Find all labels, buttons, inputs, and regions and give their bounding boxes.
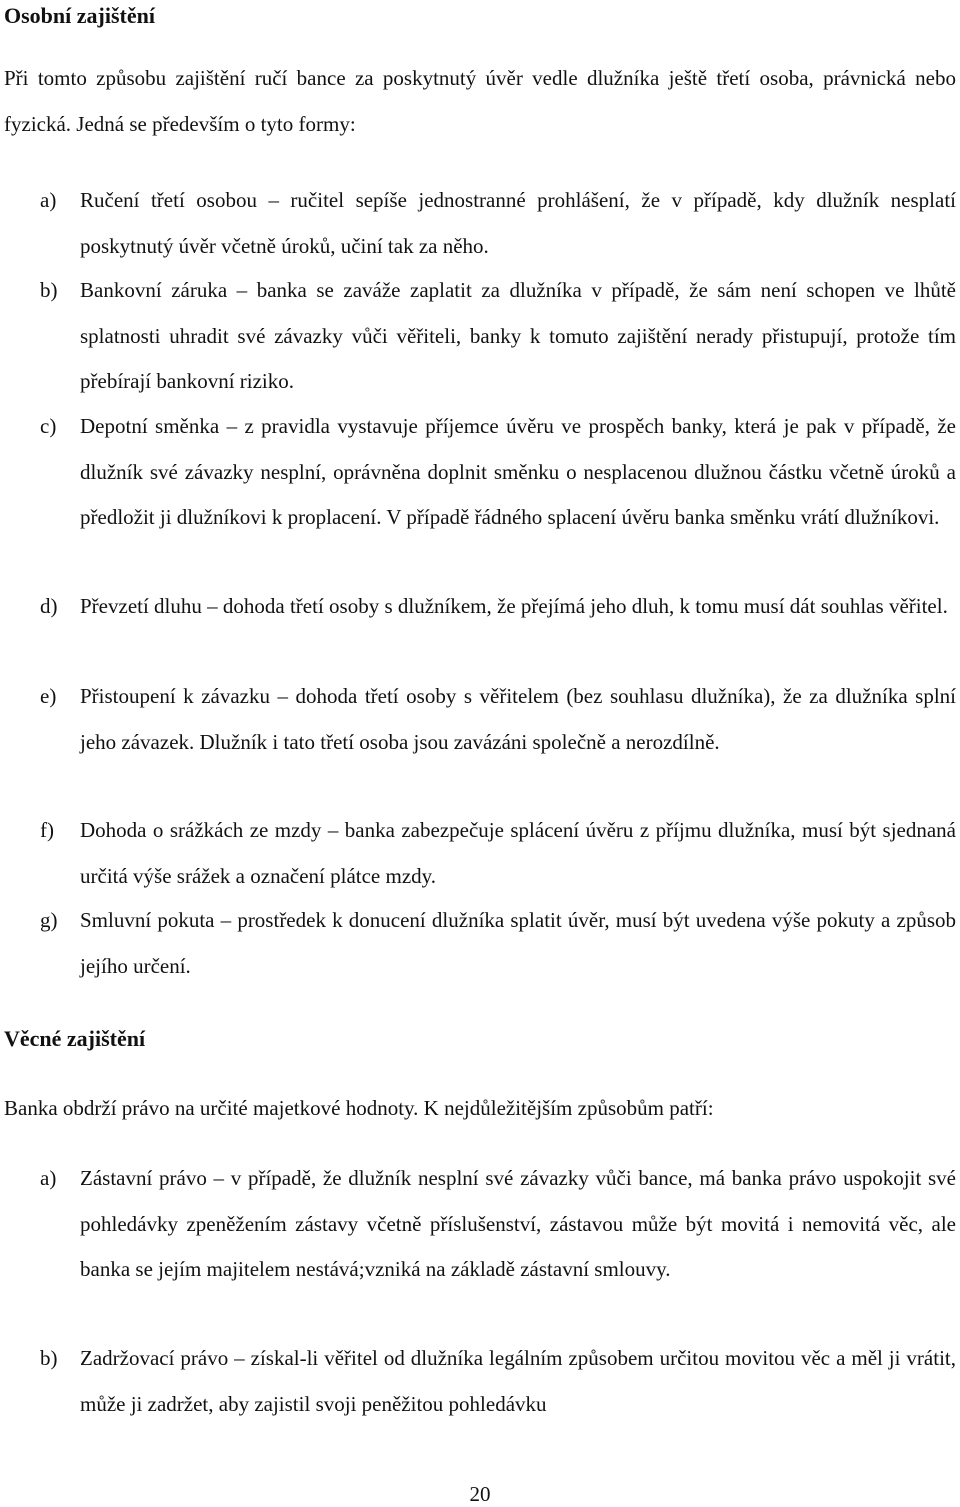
section-intro-personal: Při tomto způsobu zajištění ručí bance za poskytnutý úvěr vedle dlužníka ještě třetí osoba, právnická nebo fyzická. Jedná se především o tyto formy:: [4, 66, 956, 136]
list-item: [0, 898, 956, 989]
list-item: [0, 404, 956, 541]
list-marker: b): [40, 278, 58, 302]
list-item: [0, 1156, 956, 1293]
list-marker: b): [40, 1346, 58, 1370]
list-item-text: Zadržovací právo – získal-li věřitel od dlužníka legálním způsobem určitou movitou věc a měl ji vrátit, může ji zadržet, aby zajistil svoji peněžitou pohledávku: [80, 1346, 956, 1416]
list-item: [0, 674, 956, 765]
list-item: [0, 584, 956, 630]
list-item-text: Přistoupení k závazku – dohoda třetí osoby s věřitelem (bez souhlasu dlužníka), že za dlužníka splní jeho závazek. Dlužník i tato třetí osoba jsou zavázáni společně a nerozdílně.: [80, 684, 956, 754]
section-intro-material: Banka obdrží právo na určité majetkové hodnoty. K nejdůležitějším způsobům patří:: [4, 1096, 714, 1120]
list-item-text: Převzetí dluhu – dohoda třetí osoby s dlužníkem, že přejímá jeho dluh, k tomu musí dát souhlas věřitel.: [80, 594, 948, 618]
list-marker: c): [40, 414, 57, 438]
list-marker: g): [40, 908, 58, 932]
list-item-text: Ručení třetí osobou – ručitel sepíše jednostranné prohlášení, že v případě, kdy dlužník nesplatí poskytnutý úvěr včetně úroků, učiní tak za něho.: [80, 188, 956, 258]
list-item-text: Bankovní záruka – banka se zaváže zaplatit za dlužníka v případě, že sám není schopen ve lhůtě splatnosti uhradit své závazky vůči věřiteli, banky k tomuto zajištění nerady přistupují, protože tím přebírají bankovní riziko.: [80, 278, 956, 393]
list-item-text: Dohoda o srážkách ze mzdy – banka zabezpečuje splácení úvěru z příjmu dlužníka, musí být sjednaná určitá výše srážek a označení plátce mzdy.: [80, 818, 956, 888]
list-item-text: Depotní směnka – z pravidla vystavuje příjemce úvěru ve prospěch banky, která je pak v případě, že dlužník své závazky nesplní, oprávněna doplnit směnku o nesplacenou dlužnou částku včetně úroků a předložit ji dlužníkovi k proplacení. V případě řádného splacení úvěru banka směnku vrátí dlužníkovi.: [80, 414, 956, 529]
list-item: [0, 268, 956, 405]
list-marker: a): [40, 1166, 57, 1190]
list-item: [0, 808, 956, 899]
list-marker: d): [40, 594, 58, 618]
list-marker: a): [40, 188, 57, 212]
section-heading-personal: Osobní zajištění: [4, 3, 155, 28]
list-marker: f): [40, 818, 54, 842]
list-item-text: Smluvní pokuta – prostředek k donucení dlužníka splatit úvěr, musí být uvedena výše pokuty a způsob jejího určení.: [80, 908, 956, 978]
section-heading-material: Věcné zajištění: [4, 1026, 146, 1051]
list-item-text: Zástavní právo – v případě, že dlužník nesplní své závazky vůči bance, má banka právo uspokojit své pohledávky zpeněžením zástavy včetně příslušenství, zástavou může být movitá i nemovitá věc, ale banka se jejím majitelem nestává;vzniká na základě zástavní smlouvy.: [80, 1166, 956, 1281]
list-marker: e): [40, 684, 57, 708]
page-number: 20: [469, 1482, 491, 1506]
list-item: [0, 1336, 956, 1427]
list-item: [0, 178, 956, 269]
